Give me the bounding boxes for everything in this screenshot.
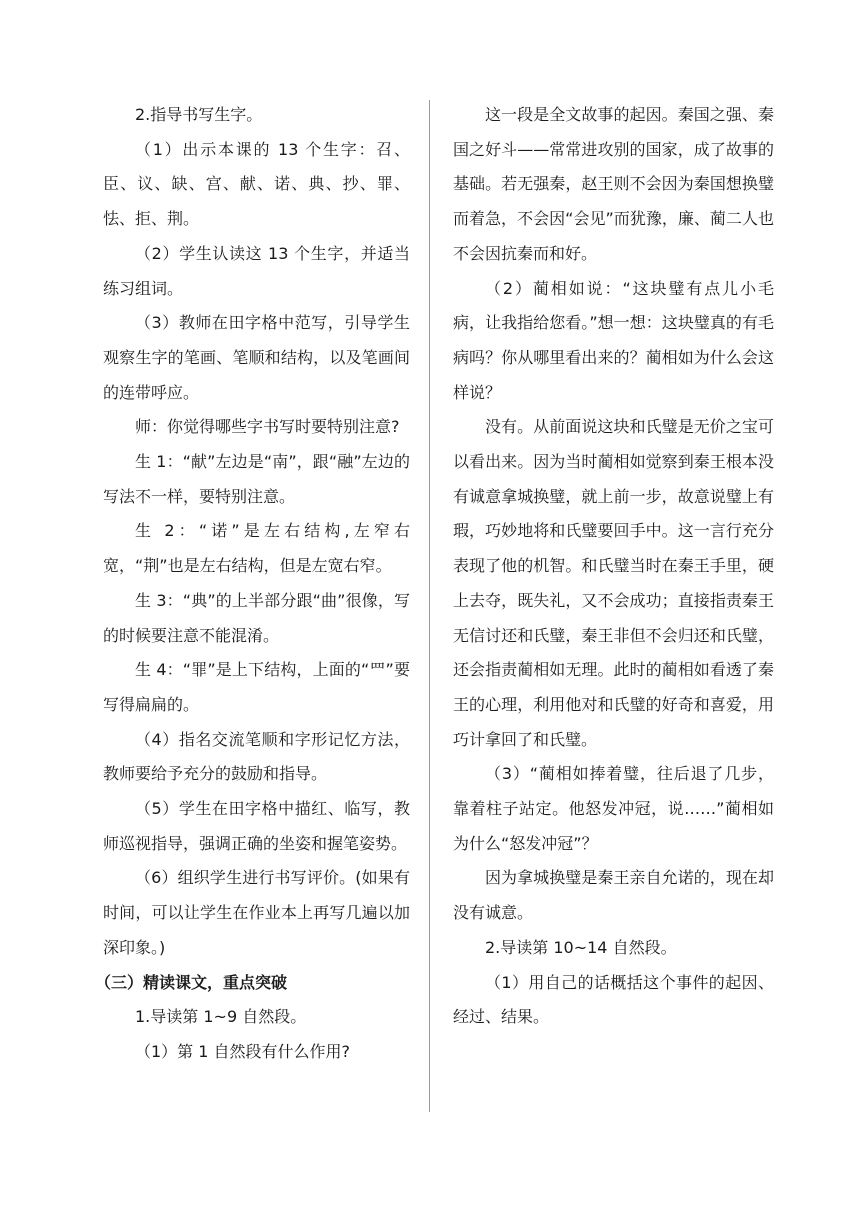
paragraph: 生 2：“诺”是左右结构,左窄右宽，“荆”也是左右结构，但是左宽右窄。 xyxy=(103,521,410,576)
paragraph: （3）教师在田字格中范写，引导学生观察生字的笔画、笔顺和结构，以及笔画间的连带呼应。 xyxy=(103,313,410,402)
paragraph: 这一段是全文故事的起因。秦国之强、秦国之好斗——常常进攻别的国家，成了故事的基础。若无强秦，赵王则不会因为秦国想换璧而着急，不会因“会见”而犹豫，廉、蔺二人也不会因抗秦而和好。 xyxy=(453,105,774,263)
left-column xyxy=(95,98,410,1070)
paragraph: 因为拿城换璧是秦王亲自允诺的，现在却没有诚意。 xyxy=(453,868,774,923)
paragraph: 生 1：“献”左边是“南”，跟“融”左边的写法不一样，要特别注意。 xyxy=(103,452,410,506)
paragraph: 生 3：“典”的上半部分跟“曲”很像，写的时候要注意不能混淆。 xyxy=(103,590,410,645)
paragraph: 师：你觉得哪些字书写时要特别注意? xyxy=(135,417,400,437)
paragraph: （1）出示本课的 13 个生字：召、臣、议、缺、宫、献、诺、典、抄、罪、怯、拒、荆。 xyxy=(103,139,410,229)
paragraph: （2）蔺相如说：“这块璧有点儿小毛病，让我指给您看。”想一想：这块璧真的有毛病吗？你从哪里看出来的？蔺相如为什么会这样说？ xyxy=(453,278,774,402)
paragraph: 生 4：“罪”是上下结构，上面的“罒”要写得扁扁的。 xyxy=(103,660,410,714)
paragraph: 2.指导书写生字。 xyxy=(135,105,263,124)
paragraph: （2）学生认读这 13 个生字，并适当练习组词。 xyxy=(103,243,410,298)
paragraph: （4）指名交流笔顺和字形记忆方法，教师要给予充分的鼓励和指导。 xyxy=(103,729,410,784)
paragraph: （1）用自己的话概括这个事件的起因、经过、结果。 xyxy=(453,972,774,1027)
section-heading: （三）精读课文，重点突破 xyxy=(95,972,288,992)
paragraph: （5）学生在田字格中描红、临写，教师巡视指导，强调正确的坐姿和握笔姿势。 xyxy=(103,799,410,853)
paragraph: （1）第 1 自然段有什么作用? xyxy=(135,1041,351,1061)
column-divider xyxy=(429,100,430,1112)
right-column xyxy=(453,98,774,1035)
paragraph: （3）“蔺相如捧着璧，往后退了几步，靠着柱子站定。他怒发冲冠，说……”蔺相如为什么“怒发冲冠”？ xyxy=(453,764,774,853)
paragraph: 1.导读第 1~9 自然段。 xyxy=(135,1007,307,1027)
paragraph: 没有。从前面说这块和氏璧是无价之宝可以看出来。因为当时蔺相如觉察到秦王根本没有诚意拿城换璧，就上前一步，故意说璧上有瑕，巧妙地将和氏璧要回手中。这一言行充分表现了他的机智。和氏璧当时在秦王手里，硬上去夺，既失礼，又不会成功；直接指责秦王无信讨还和氏璧，秦王非但不会归还和氏璧，还会指责蔺相如无理。此时的蔺相如看透了秦王的心理，利用他对和氏璧的好奇和喜爱，用巧计拿回了和氏璧。 xyxy=(453,417,774,749)
paragraph: （6）组织学生进行书写评价。(如果有时间，可以让学生在作业本上再写几遍以加深印象。) xyxy=(103,868,410,957)
paragraph: 2.导读第 10~14 自然段。 xyxy=(485,937,677,957)
